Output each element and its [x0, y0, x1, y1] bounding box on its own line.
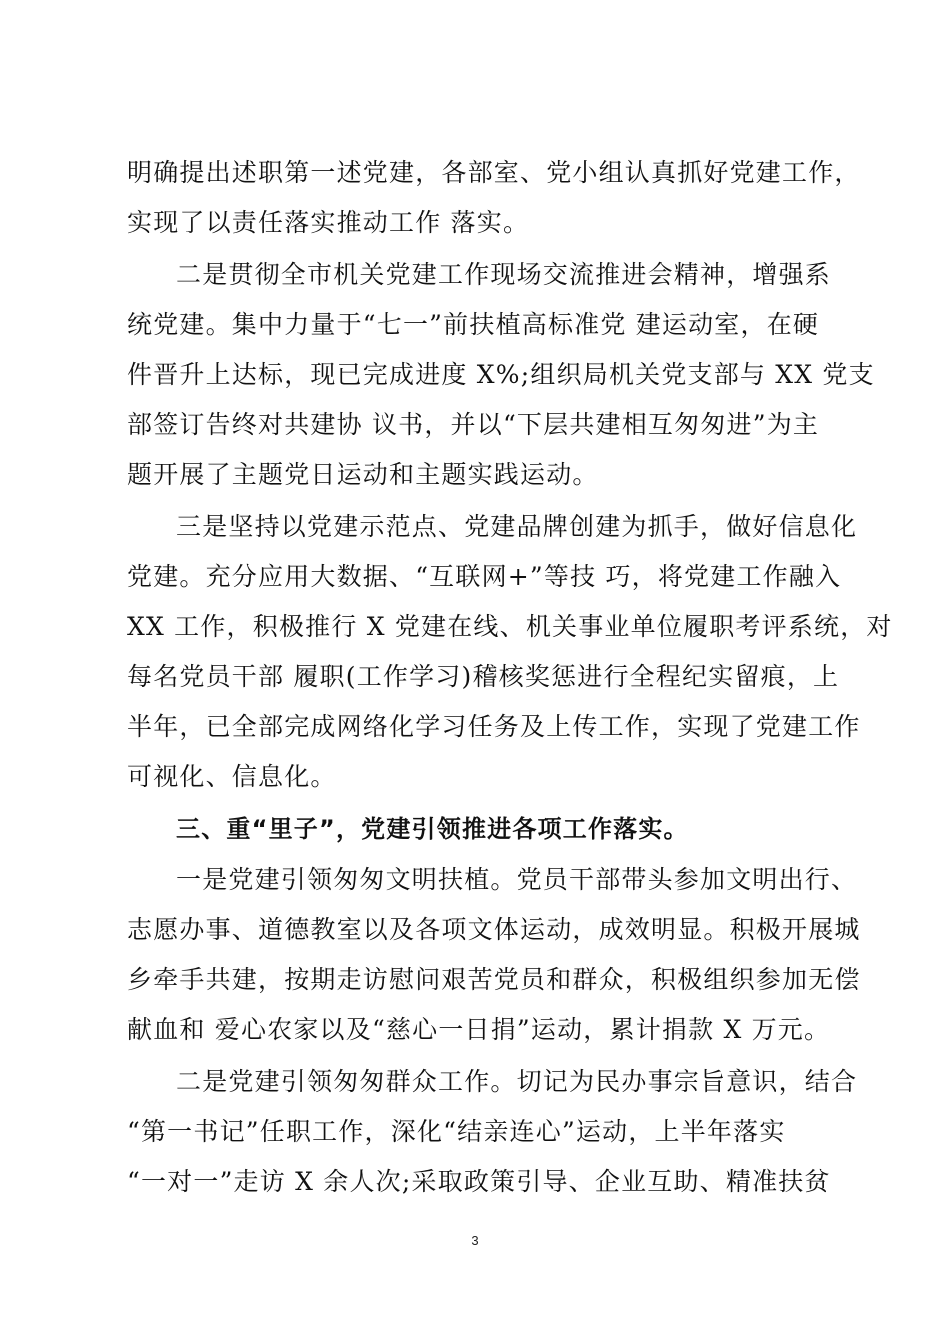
text-line: 二是贯彻全市机关党建工作现场交流推进会精神，增强系	[176, 260, 832, 289]
text-line: 题开展了主题党日运动和主题实践运动。	[127, 460, 599, 489]
text-line: 三是坚持以党建示范点、党建品牌创建为抓手，做好信息化	[176, 512, 858, 541]
text-line: 志愿办事、道德教室以及各项文体运动，成效明显。积极开展城	[127, 915, 861, 944]
text-line: 部签订告终对共建协 议书，并以“下层共建相互匆匆进”为主	[127, 410, 820, 439]
text-line: 件晋升上达标，现已完成进度 X%;组织局机关党支部与 XX 党支	[127, 360, 875, 389]
text-line: 明确提出述职第一述党建，各部室、党小组认真抓好党建工作，	[127, 158, 861, 187]
text-line: “第一书记”任职工作，深化“结亲连心”运动，上半年落实	[127, 1117, 786, 1146]
text-line: 每名党员干部 履职(工作学习)稽核奖惩进行全程纪实留痕，上	[127, 662, 840, 691]
text-line: 党建。充分应用大数据、“互联网+”等技 巧，将党建工作融入	[127, 562, 842, 591]
text-line: 统党建。集中力量于“七一”前扶植高标准党 建运动室，在硬	[127, 310, 820, 339]
text-line: “一对一”走访 X 余人次;采取政策引导、企业互助、精准扶贫	[127, 1167, 831, 1196]
text-line: 实现了以责任落实推动工作 落实。	[127, 208, 530, 237]
text-line: 二是党建引领匆匆群众工作。切记为民办事宗旨意识，结合	[176, 1067, 858, 1096]
text-line: XX 工作，积极推行 X 党建在线、机关事业单位履职考评系统，对	[127, 612, 893, 641]
text-line: 半年，已全部完成网络化学习任务及上传工作，实现了党建工作	[127, 712, 861, 741]
text-line: 乡牵手共建，按期走访慰问艰苦党员和群众，积极组织参加无偿	[127, 965, 861, 994]
text-line: 献血和 爱心农家以及“慈心一日捐”运动，累计捐款 X 万元。	[127, 1015, 831, 1044]
page-number: 3	[471, 1233, 479, 1248]
text-line: 一是党建引领匆匆文明扶植。党员干部带头参加文明出行、	[176, 865, 858, 894]
text-line: 可视化、信息化。	[127, 762, 337, 791]
section-heading: 三、重“里子”，党建引领推进各项工作落实。	[176, 815, 689, 843]
